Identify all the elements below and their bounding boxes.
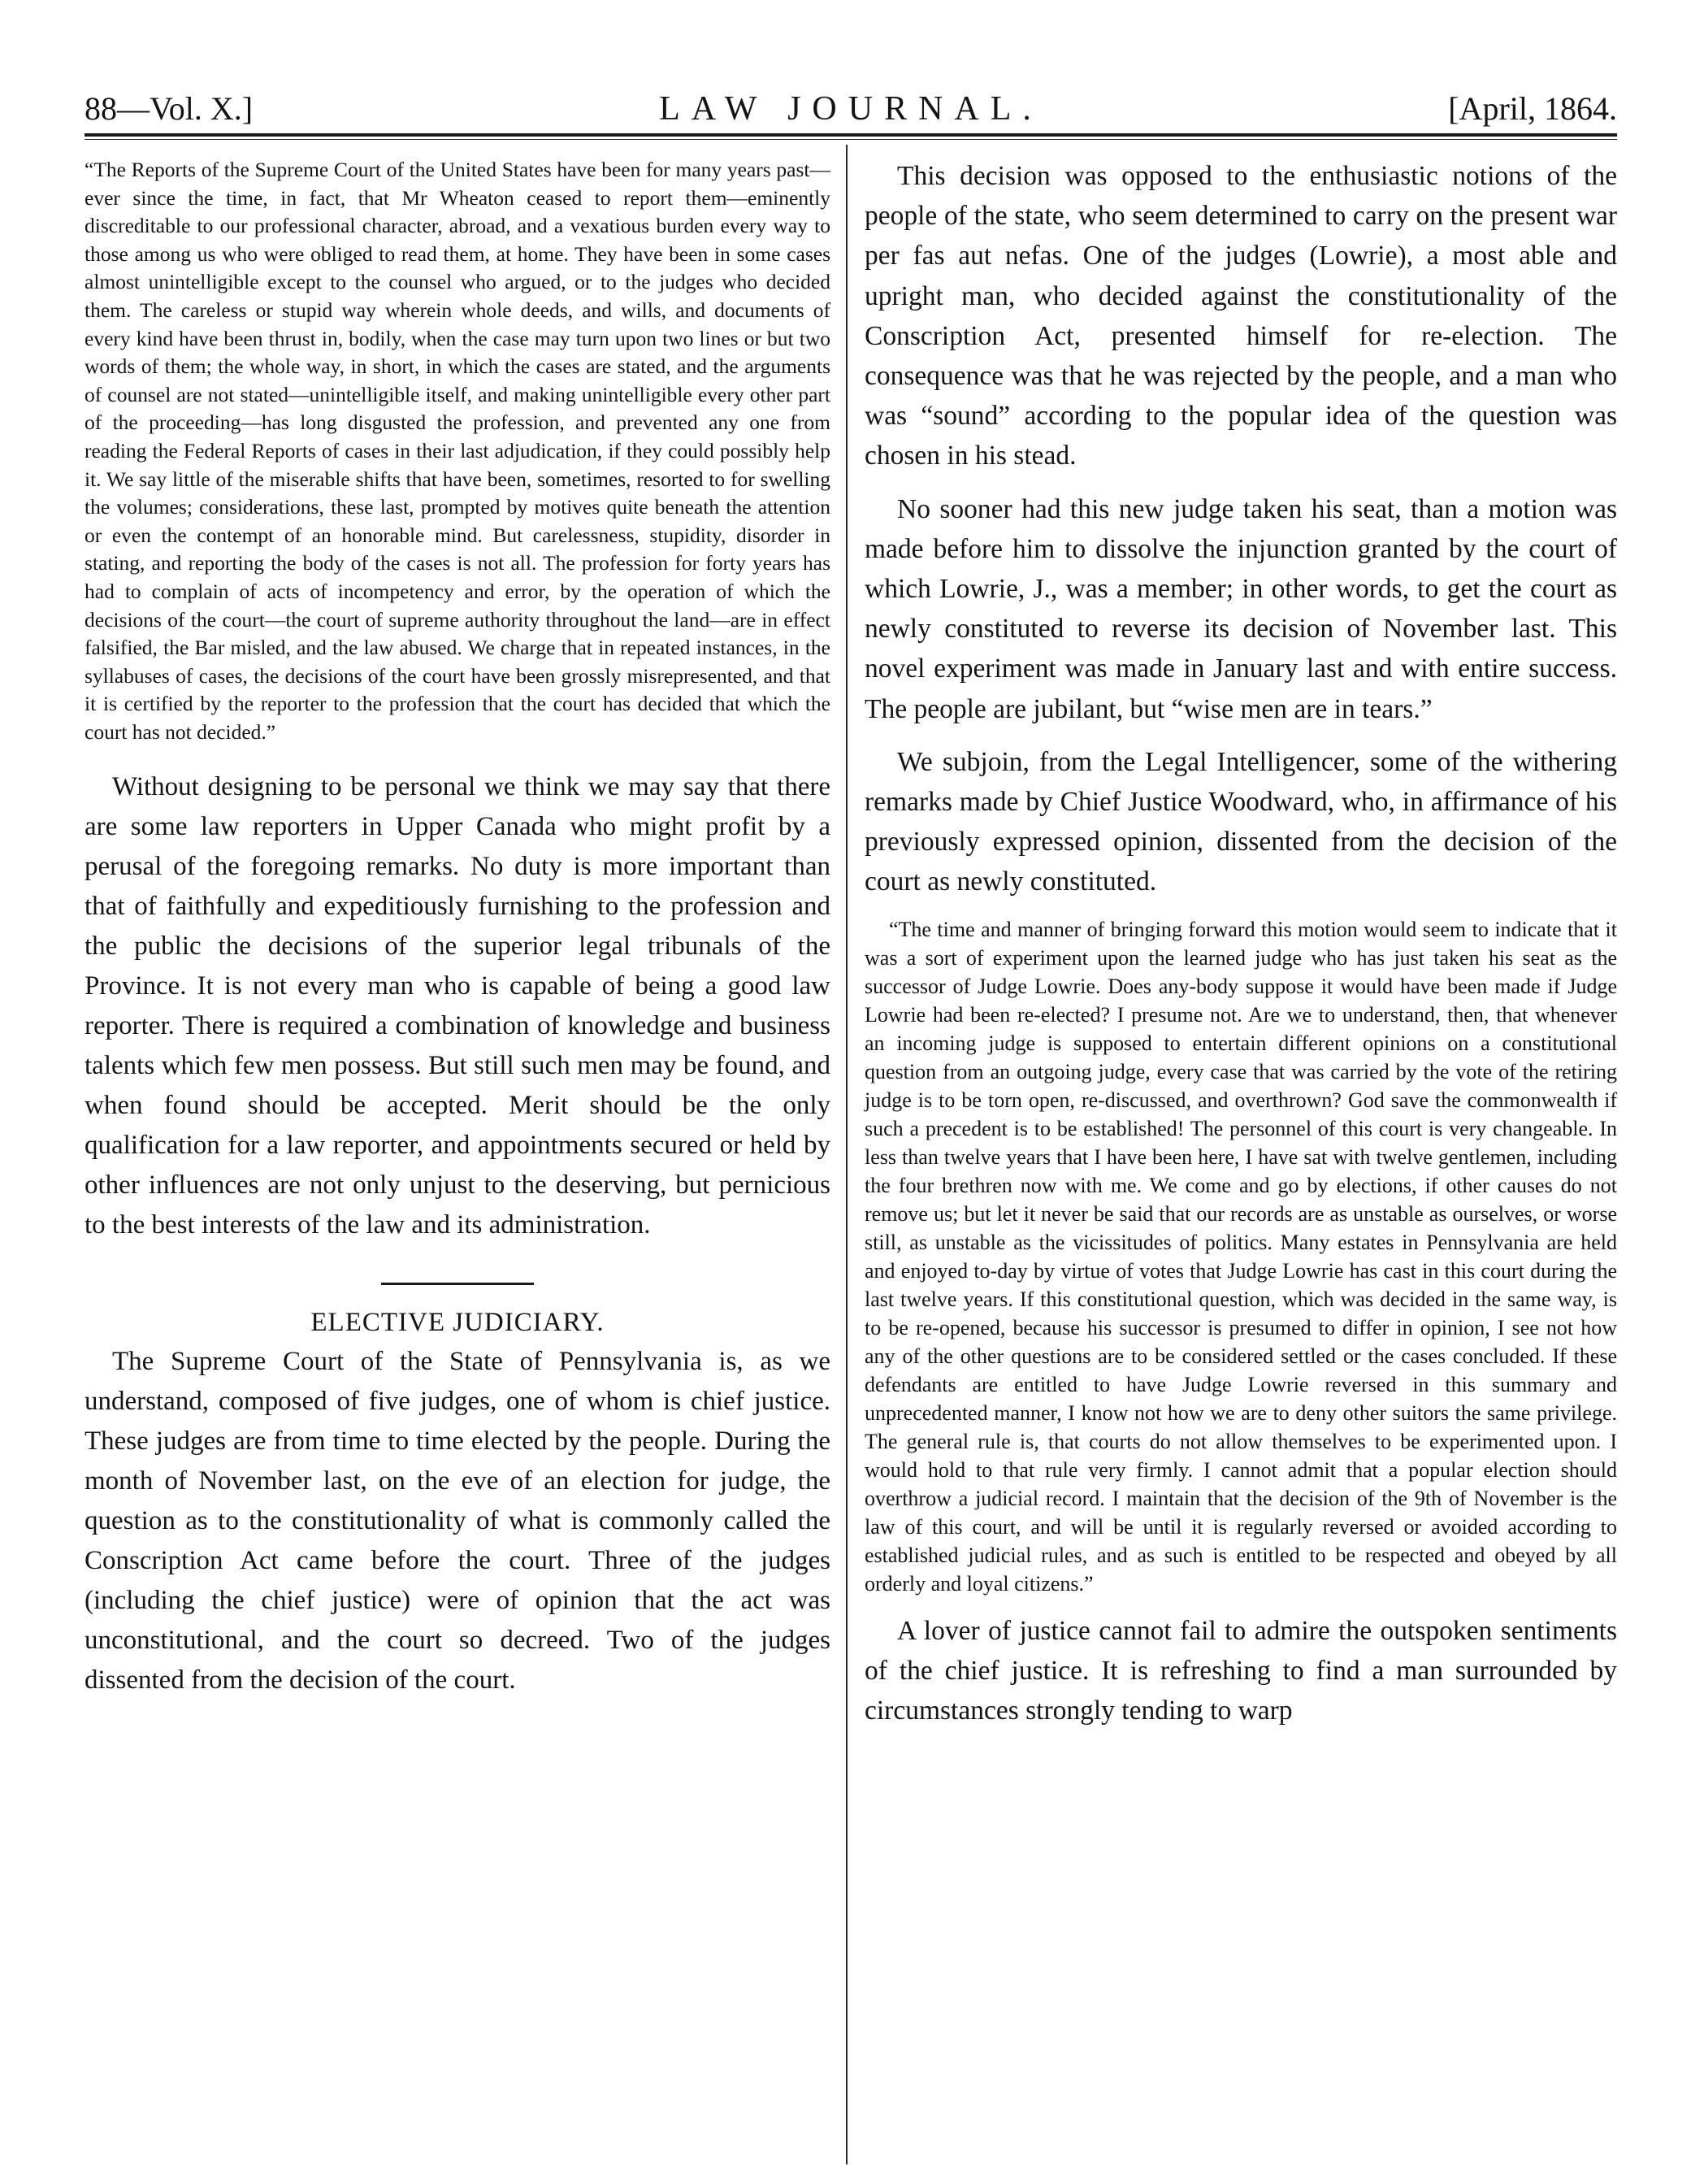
journal-title: LAW JOURNAL. — [659, 90, 1043, 128]
right-column — [865, 156, 1617, 1730]
right-paragraph-2: No sooner had this new judge taken his seat, than a motion was made before him to dissolve the injunction granted by the court of which Lowrie, J., was a member; in other words, to get the court as newly constituted to reverse its decision of November last. This novel experiment was made in January last and with entire success. The people are jubilant, but “wise men are in tears.” — [865, 493, 1617, 724]
header-rule-thin — [85, 139, 1617, 140]
left-column — [85, 156, 830, 1700]
right-paragraph-1: This decision was opposed to the enthusiastic notions of the people of the state, who seem determined to carry on the present war per fas aut nefas. One of the judges (Lowrie), a most able and upright man, who decided against the constitutionality of the Conscription Act, presented himself for re-election. The consequence was that he was rejected by the people, and a man who was “sound” according to the popular idea of the question was chosen in his stead. — [865, 161, 1617, 471]
section-heading: ELECTIVE JUDICIARY. — [310, 1308, 605, 1338]
section-separator-rule — [381, 1283, 534, 1285]
editorial-paragraph-law-reporters: Without designing to be personal we think we may say that there are some law reporters in Upper Canada who might profit by a perusal of the foregoing remarks. No duty is more important than that of faithfully and expeditiously furnishing to the profession and the public the decisions of the superior legal tribunals of the Province. It is not every man who is capable of being a good law reporter. There is required a combination of knowledge and business talents which few men possess. But still such men may be found, and when found should be accepted. Merit should be the only qualification for a law reporter, and appointments secured or held by other influences are not only unjust to the deserving, but pernicious to the best interests of the law and its administration. — [85, 772, 830, 1240]
page-and-volume: 88—Vol. X.] — [85, 90, 254, 127]
elective-judiciary-paragraph: The Supreme Court of the State of Pennsylvania is, as we understand, composed of five judges, one of whom is chief justice. These judges are from time to time elected by the people. During the month of November last, on the eve of an election for judge, the question as to the constitutionality of what is commonly called the Conscription Act came before the court. Three of the judges (including the chief justice) were of opinion that the act was unconstitutional, and the court so decreed. Two of the judges dissented from the decision of the court. — [85, 1347, 830, 1696]
running-head — [85, 85, 1617, 133]
header-rule — [85, 133, 1617, 137]
column-divider — [846, 145, 848, 2164]
issue-date: [April, 1864. — [1448, 90, 1617, 127]
right-paragraph-4: A lover of justice cannot fail to admire the outspoken sentiments of the chief justice. It is refreshing to find a man surrounded by circumstances strongly tending to warp — [865, 1615, 1617, 1726]
quoted-opinion-chief-justice-woodward: “The time and manner of bringing forward this motion would seem to indicate that it was a sort of experiment upon the learned judge who has just taken his seat as the successor of Judge Lowrie. Does any-body suppose it would have been made if Judge Lowrie had been re-elected? I presume not. Are we to understand, then, that whenever an incoming judge is supposed to entertain different opinions on a constitutional question from an outgoing judge, every case that was carried by the vote of the retiring judge is to be torn open, re-discussed, and overthrown? God save the commonwealth if such a precedent is to be established! The personnel of this court is very changeable. In less than twelve years that I have been here, I have sat with twelve gentlemen, including the four brethren now with me. We come and go by elections, if other causes do not remove us; but let it never be said that our records are as unstable as ourselves, or worse still, as unstable as the vicissitudes of politics. Many estates in Pennsylvania are held and enjoyed to-day by virtue of votes that Judge Lowrie has cast in this court during the last twelve years. If this constitutional question, which was decided in the same way, is to be re-opened, because his successor is presumed to differ in opinion, I see not how any of the other questions are to be considered settled or the cases concluded. If these defendants are entitled to have Judge Lowrie reversed in this summary and unprecedented manner, I know not how we are to deny other suitors the same privilege. The general rule is, that courts do not allow themselves to be experimented upon. I would hold to that rule very firmly. I cannot admit that a popular election should overthrow a judicial record. I maintain that the decision of the 9th of November is the law of this court, and will be until it is regularly reversed or avoided according to established judicial rules, and as such is entitled to be respected and obeyed by all orderly and loyal citizens.” — [865, 917, 1617, 1596]
quoted-passage-supreme-court-reports: “The Reports of the Supreme Court of the United States have been for many years past— ever since the time, in fact, that Mr Wheaton ceased to report them—eminently discreditable to our professional character, abroad, and a vexatious burden every way to those among us who were obliged to read them, at home. They have been in some cases almost unintelligible except to the counsel who argued, or to the judges who decided them. The careless or stupid way wherein whole deeds, and wills, and documents of every kind have been thrust in, bodily, when the case may turn upon two lines or but two words of them; the whole way, in short, in which the cases are stated, and the arguments of counsel are not stated—unintelligible itself, and making unintelligible every other part of the proceeding—has long disgusted the profession, and prevented any one from reading the Federal Reports of cases in their last adjudication, if they could possibly help it. We say little of the miserable shifts that have been, sometimes, resorted to for swelling the volumes; considerations, these last, prompted by motives quite beneath the attention or even the contempt of an honorable mind. But carelessness, stupidity, disorder in stating, and reporting the body of the cases is not all. The profession for forty years has had to complain of acts of incompetency and error, by the operation of which the decisions of the court—the court of supreme authority throughout the land—are in effect falsified, the Bar misled, and the law abused. We charge that in repeated instances, in the syllabuses of cases, the decisions of the court have been grossly misrepresented, and that it is certified by the reporter to the profession that the court has decided that which the court has not decided.” — [85, 158, 830, 744]
right-paragraph-3: We subjoin, from the Legal Intelligencer, some of the withering remarks made by Chief Justice Woodward, who, in affirmance of his previously expressed opinion, dissented from the decision of the court as newly constituted. — [865, 746, 1617, 897]
